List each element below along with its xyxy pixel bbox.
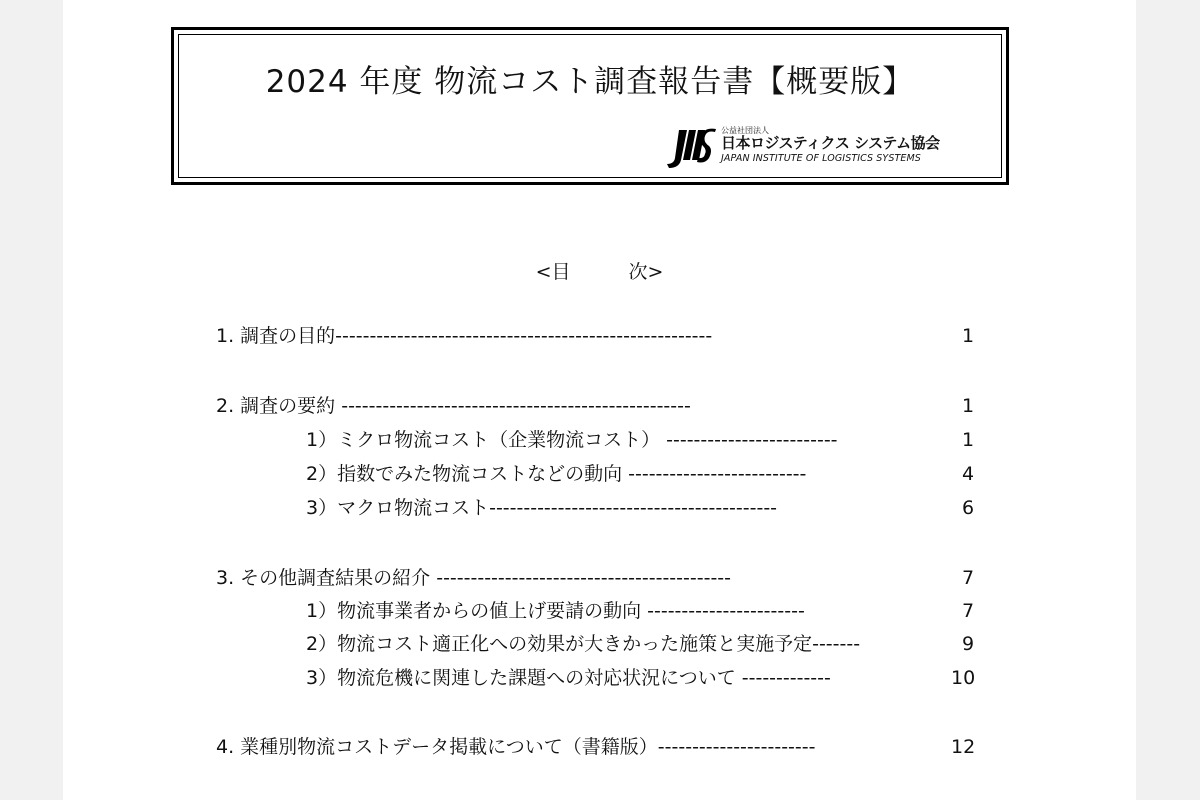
publisher-name-en: JAPAN INSTITUTE OF LOGISTICS SYSTEMS <box>721 153 921 164</box>
toc-entry[interactable] <box>216 566 975 590</box>
toc-entry-label: 2）指数でみた物流コストなどの動向 -------------------------- <box>306 463 807 485</box>
toc-entry-page: 10 <box>951 667 976 689</box>
toc-entry-page: 1 <box>962 429 975 451</box>
toc-entry[interactable] <box>306 599 975 623</box>
toc-entry-label: 2）物流コスト適正化への効果が大きかった施策と実施予定------- <box>306 633 861 655</box>
toc-heading-open: <目 <box>535 261 571 283</box>
document-title: 2024 年度 物流コスト調査報告書【概要版】 <box>265 64 915 100</box>
toc-entry-page: 1 <box>962 325 975 347</box>
toc-entry[interactable] <box>216 735 976 759</box>
toc-entry-page: 4 <box>962 463 975 485</box>
toc-entry[interactable] <box>306 496 975 520</box>
toc-entry-page: 1 <box>962 395 975 417</box>
toc-entry-page: 6 <box>962 497 975 519</box>
toc-entry-label: 1）物流事業者からの値上げ要請の動向 ----------------------- <box>306 600 805 622</box>
toc-heading-close: 次> <box>628 261 664 283</box>
toc-entry-page: 7 <box>962 600 975 622</box>
publisher-name-jp: 日本ロジスティクス システム協会 <box>721 134 940 152</box>
toc-entry[interactable] <box>216 324 975 348</box>
toc-entry-label: 2. 調査の要約 --------------------------------------------------- <box>216 395 691 417</box>
toc-entry-page: 9 <box>962 633 975 655</box>
toc-entry[interactable] <box>306 462 975 486</box>
toc-entry[interactable] <box>306 666 976 690</box>
toc-entry[interactable] <box>306 428 975 452</box>
toc-entry-label: 3）物流危機に関連した課題への対応状況について ------------- <box>306 667 831 689</box>
table-of-contents <box>63 0 1136 800</box>
toc-entry[interactable] <box>306 632 975 656</box>
toc-entry-label: 1. 調査の目的------------------------------------------------------- <box>216 325 713 347</box>
document-page <box>63 0 1136 800</box>
toc-entry-label: 3. その他調査結果の紹介 ------------------------------------------- <box>216 567 732 589</box>
toc-entry[interactable] <box>216 394 975 418</box>
toc-entry-page: 12 <box>951 736 976 758</box>
toc-entry-page: 7 <box>962 567 975 589</box>
publisher-category: 公益社団法人 <box>721 126 769 135</box>
toc-entry-label: 4. 業種別物流コストデータ掲載について（書籍版）----------------------- <box>216 736 816 758</box>
toc-entry-label: 1）ミクロ物流コスト（企業物流コスト） ------------------------- <box>306 429 838 451</box>
toc-entry-label: 3）マクロ物流コスト------------------------------------------ <box>306 497 778 519</box>
